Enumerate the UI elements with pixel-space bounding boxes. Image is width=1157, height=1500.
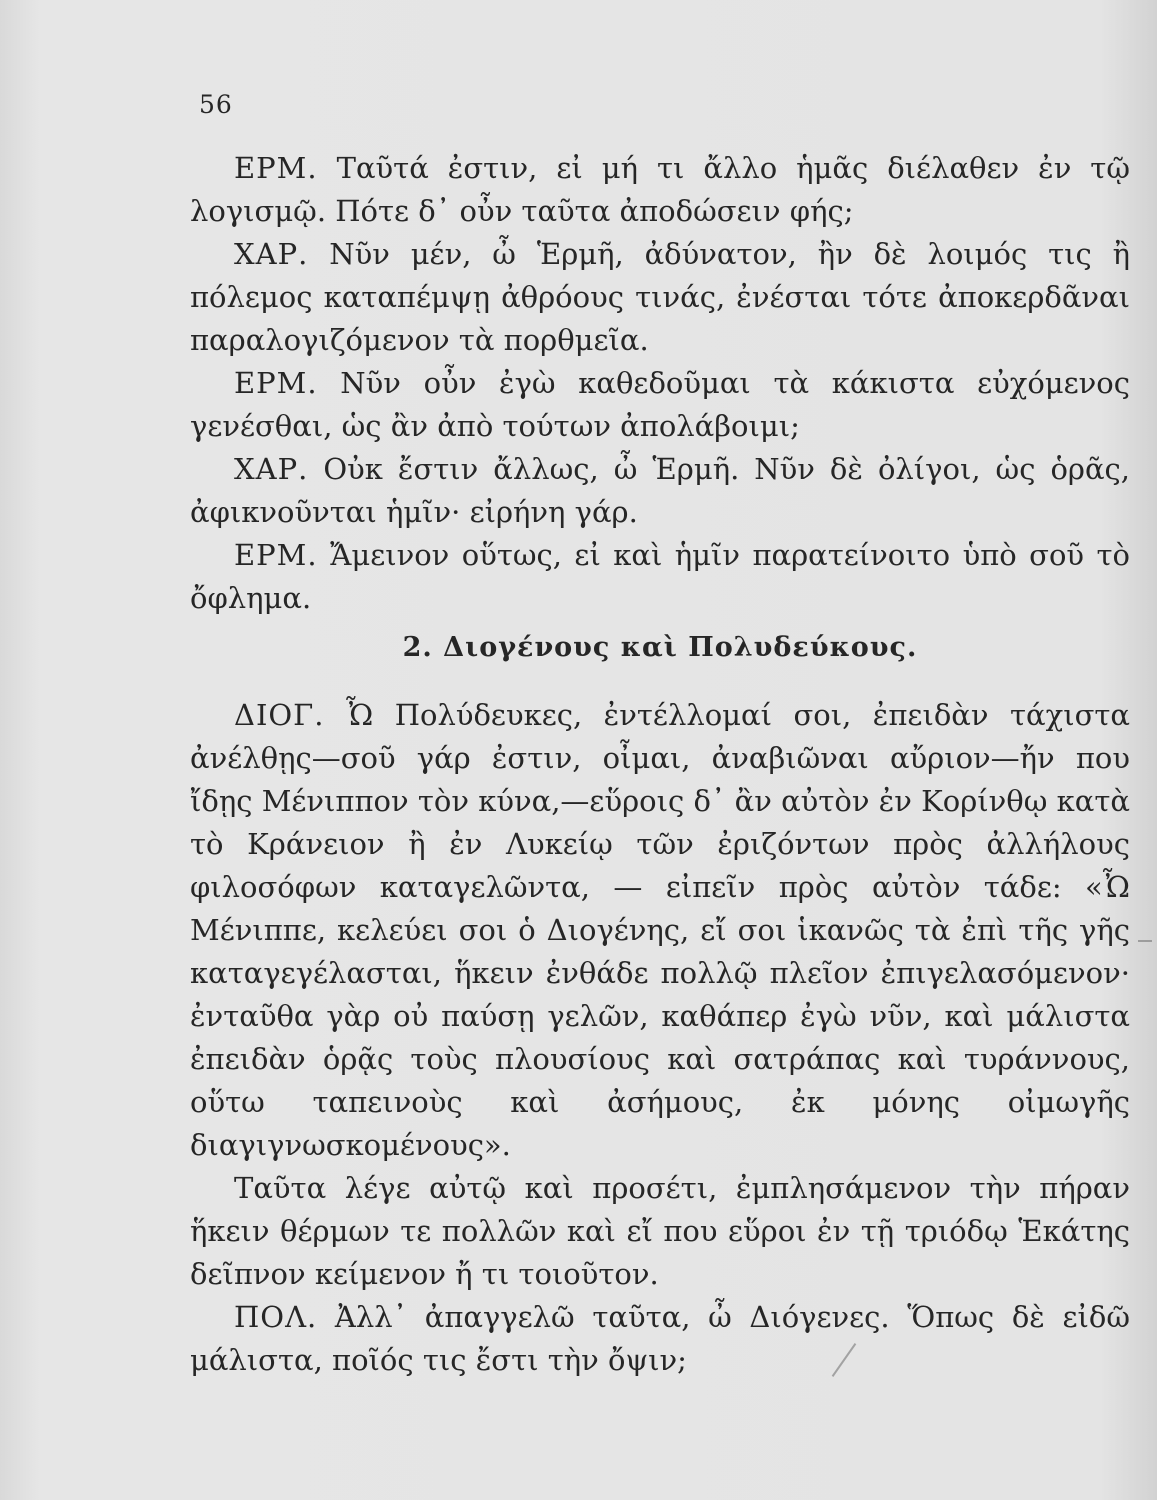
dialogue-paragraph: [190, 233, 1130, 362]
dialogue-text: Ὦ Πολύδευκες, ἐντέλλομαί σοι, ἐπειδὰν τάχιστα ἀνέλθῃς—σοῦ γάρ ἐστιν, οἶμαι, ἀναβιῶναι αὔριον—ἤν που ἴδῃς Μένιππον τὸν κύνα,—εὕροις δ᾽ ἂν αὐτὸν ἐν Κορίνθῳ κατὰ τὸ Κράνειον ἢ ἐν Λυκείῳ τῶν ἐριζόντων πρὸς ἀλλήλους φιλοσόφων καταγελῶντα, — εἰπεῖν πρὸς αὐτὸν τάδε: «Ὦ Μένιππε, κελεύει σοι ὁ Διογένης, εἴ σοι ἱκανῶς τὰ ἐπὶ τῆς γῆς καταγεγέλασται, ἥκειν ἐνθάδε πολλῷ πλεῖον ἐπιγελασόμενον· ἐνταῦθα γὰρ οὐ παύσῃ γελῶν, καθάπερ ἐγὼ νῦν, καὶ μάλιστα ἐπειδὰν ὁρᾷς τοὺς πλουσίους καὶ σατράπας καὶ τυράννους, οὕτω ταπεινοὺς καὶ ἀσήμους, ἐκ μόνης οἰμωγῆς διαγιγνωσκομένους».: [190, 698, 1130, 1162]
speaker-label: ΕΡΜ.: [234, 538, 318, 572]
dialogue-paragraph: [190, 1296, 1130, 1382]
page-number: 56: [199, 90, 233, 119]
speaker-label: ΕΡΜ.: [234, 366, 318, 400]
dialogue-part-1: [190, 147, 1130, 620]
speaker-label: ΔΙΟΓ.: [234, 698, 325, 732]
dialogue-text: Οὐκ ἔστιν ἄλλως, ὦ Ἑρμῆ. Νῦν δὲ ὀλίγοι, ὡς ὁρᾶς, ἀφικνοῦνται ἡμῖν· εἰρήνη γάρ.: [190, 452, 1130, 529]
dialogue-text: Ἀλλ᾽ ἀπαγγελῶ ταῦτα, ὦ Διόγενες. Ὅπως δὲ εἰδῶ μάλιστα, ποῖός τις ἔστι τὴν ὄψιν;: [190, 1300, 1130, 1377]
dialogue-text: Ταῦτά ἐστιν, εἰ μή τι ἄλλο ἡμᾶς διέλαθεν ἐν τῷ λογισμῷ. Πότε δ᾽ οὖν ταῦτα ἀποδώσειν φής;: [190, 151, 1131, 228]
dialogue-paragraph: [190, 147, 1130, 233]
dialogue-paragraph: [190, 534, 1130, 620]
speaker-label: ΧΑΡ.: [234, 237, 309, 271]
dialogue-paragraph: [190, 362, 1130, 448]
section-title: 2. Διογένους καὶ Πολυδεύκους.: [402, 632, 918, 663]
dialogue-text: Ταῦτα λέγε αὐτῷ καὶ προσέτι, ἐμπλησάμενον τὴν πήραν ἥκειν θέρμων τε πολλῶν καὶ εἴ που εὕροι ἐν τῇ τριόδῳ Ἑκάτης δεῖπνον κείμενον ἤ τι τοιοῦτον.: [190, 1171, 1130, 1291]
pencil-mark: [1138, 940, 1152, 942]
dialogue-text: Ἄμεινον οὕτως, εἰ καὶ ἡμῖν παρατείνοιτο ὑπὸ σοῦ τὸ ὄφλημα.: [190, 538, 1131, 615]
dialogue-paragraph: [190, 694, 1130, 1167]
dialogue-part-2: [190, 694, 1130, 1382]
dialogue-paragraph: [190, 1167, 1130, 1296]
speaker-label: ΠΟΛ.: [234, 1300, 318, 1334]
speaker-label: ΕΡΜ.: [234, 151, 318, 185]
dialogue-paragraph: [190, 448, 1130, 534]
speaker-label: ΧΑΡ.: [234, 452, 309, 486]
dialogue-text: Νῦν οὖν ἐγὼ καθεδοῦμαι τὰ κάκιστα εὐχόμενος γενέσθαι, ὡς ἂν ἀπὸ τούτων ἀπολάβοιμι;: [190, 366, 1130, 443]
dialogue-text: Νῦν μέν, ὦ Ἑρμῆ, ἀδύνατον, ἢν δὲ λοιμός τις ἢ πόλεμος καταπέμψῃ ἀθρόους τινάς, ἐνέσται τότε ἀποκερδᾶναι παραλογιζόμενον τὰ πορθμεῖα.: [190, 237, 1130, 357]
